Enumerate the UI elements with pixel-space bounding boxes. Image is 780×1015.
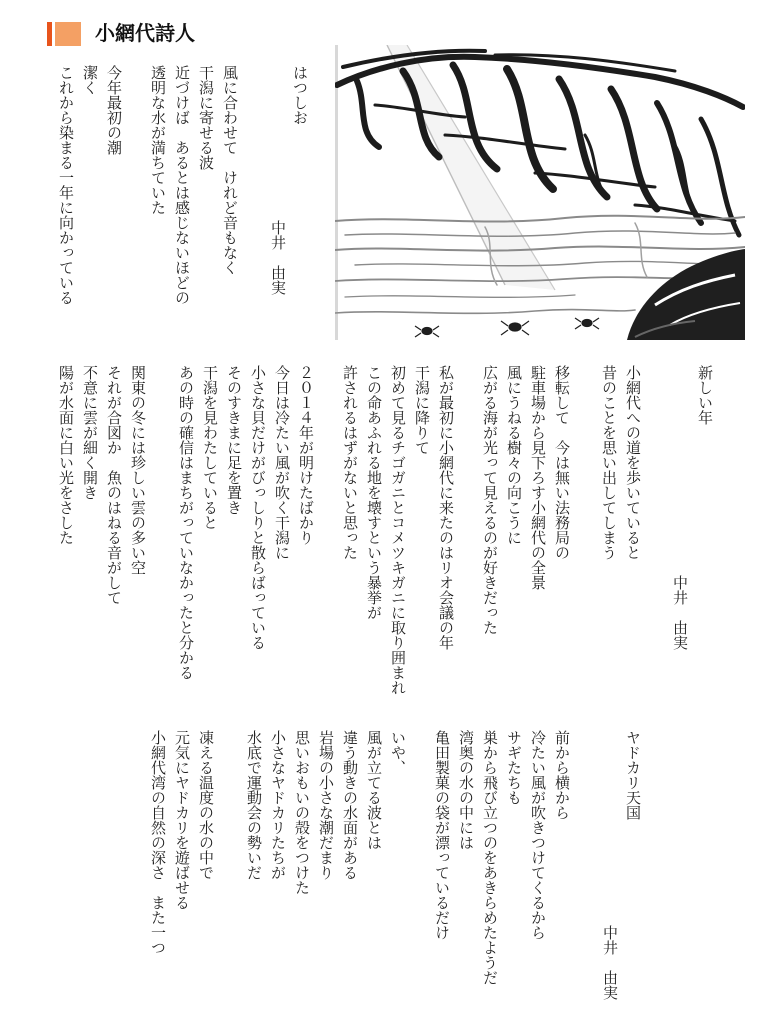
poem-line: 湾奥の水の中には	[457, 730, 475, 850]
poem-line: 広がる海が光って見えるのが好きだった	[481, 365, 499, 635]
poem-line: 元気にヤドカリを遊ばせる	[173, 730, 191, 910]
poem-line: 風に合わせて けれど音もなく	[221, 65, 239, 275]
accent-square-icon	[55, 22, 81, 46]
poem-line: いや、	[389, 730, 407, 775]
poem-line: 潔く	[81, 65, 99, 95]
poem-line: 巣から飛び立つのをあきらめたようだ	[481, 730, 499, 985]
poem-line: 小さな貝だけがびっしりと散らばっている	[249, 365, 267, 650]
poem-line: 昔のことを思い出してしまう	[600, 365, 618, 560]
poem-line: 前から横から	[553, 730, 571, 820]
poem-line: 今日は冷たい風が吹く干潟に	[273, 365, 291, 560]
poem-line: 干潟に降りて	[413, 365, 431, 455]
poem-line: 岩場の小さな潮だまり	[317, 730, 335, 880]
poem-author: 中井 由実	[601, 925, 619, 1000]
poem-line: 移転して 今は無い法務局の	[553, 365, 571, 560]
poem-title: ヤドカリ天国	[624, 730, 642, 820]
poem-line: あの時の確信はまちがっていなかったと分かる	[177, 365, 195, 680]
poem-line: これから染まる一年に向かっている	[57, 65, 75, 305]
poem-line: 凍える温度の水の中で	[197, 730, 215, 880]
poem-line: 亀田製菓の袋が漂っているだけ	[433, 730, 451, 940]
poem-line: 風が立てる波とは	[365, 730, 383, 850]
poem-line: 干潟に寄せる波	[197, 65, 215, 170]
poem-line: 関東の冬には珍しい雲の多い空	[129, 365, 147, 575]
poem-line: 近づけば あるとは感じないほどの	[173, 65, 191, 305]
poem-line: 今年最初の潮	[105, 65, 123, 155]
poem-line: 初めて見るチゴガニとコメツキガニに取り囲まれ	[389, 365, 407, 695]
poem-line: 風にうねる樹々の向こうに	[505, 365, 523, 545]
poem-line: 私が最初に小網代に来たのはリオ会議の年	[437, 365, 455, 650]
poem-line: 水底で運動会の勢いだ	[245, 730, 263, 880]
accent-strip-icon	[47, 22, 52, 46]
poem-line: 透明な水が満ちていた	[149, 65, 167, 215]
poem-line: サギたちも	[505, 730, 523, 805]
poem-line: 不意に雲が細く開き	[81, 365, 99, 500]
poem-line: それが合図か 魚のはねる音がして	[105, 365, 123, 605]
page-title: 小網代詩人	[95, 21, 195, 45]
poem-line: そのすきまに足を置き	[225, 365, 243, 515]
poem-line: 干潟を見わたしていると	[201, 365, 219, 530]
poem-line: 小さなヤドカリたちが	[269, 730, 287, 880]
poem-author: 中井 由実	[269, 220, 287, 295]
poem-line: ２０１４年が明けたばかり	[297, 365, 315, 545]
poem-line: 思いおもいの殻をつけた	[293, 730, 311, 895]
poem-line: 陽が水面に白い光をさした	[57, 365, 75, 545]
poem-line: 駐車場から見下ろす小網代の全景	[529, 365, 547, 590]
poem-title: はつしお	[291, 65, 309, 125]
poem-line: 違う動きの水面がある	[341, 730, 359, 880]
ink-landscape-illustration	[335, 45, 745, 340]
poem-line: 許されるはずがないと思った	[341, 365, 359, 560]
poem-author: 中井 由実	[671, 575, 689, 650]
poem-title: 新しい年	[696, 365, 714, 425]
poem-line: この命あふれる地を壊すという暴挙が	[365, 365, 383, 620]
poem-line: 小網代湾の自然の深さ また一つ	[149, 730, 167, 955]
poem-line: 小網代への道を歩いていると	[624, 365, 642, 560]
poem-line: 冷たい風が吹きつけてくるから	[529, 730, 547, 940]
